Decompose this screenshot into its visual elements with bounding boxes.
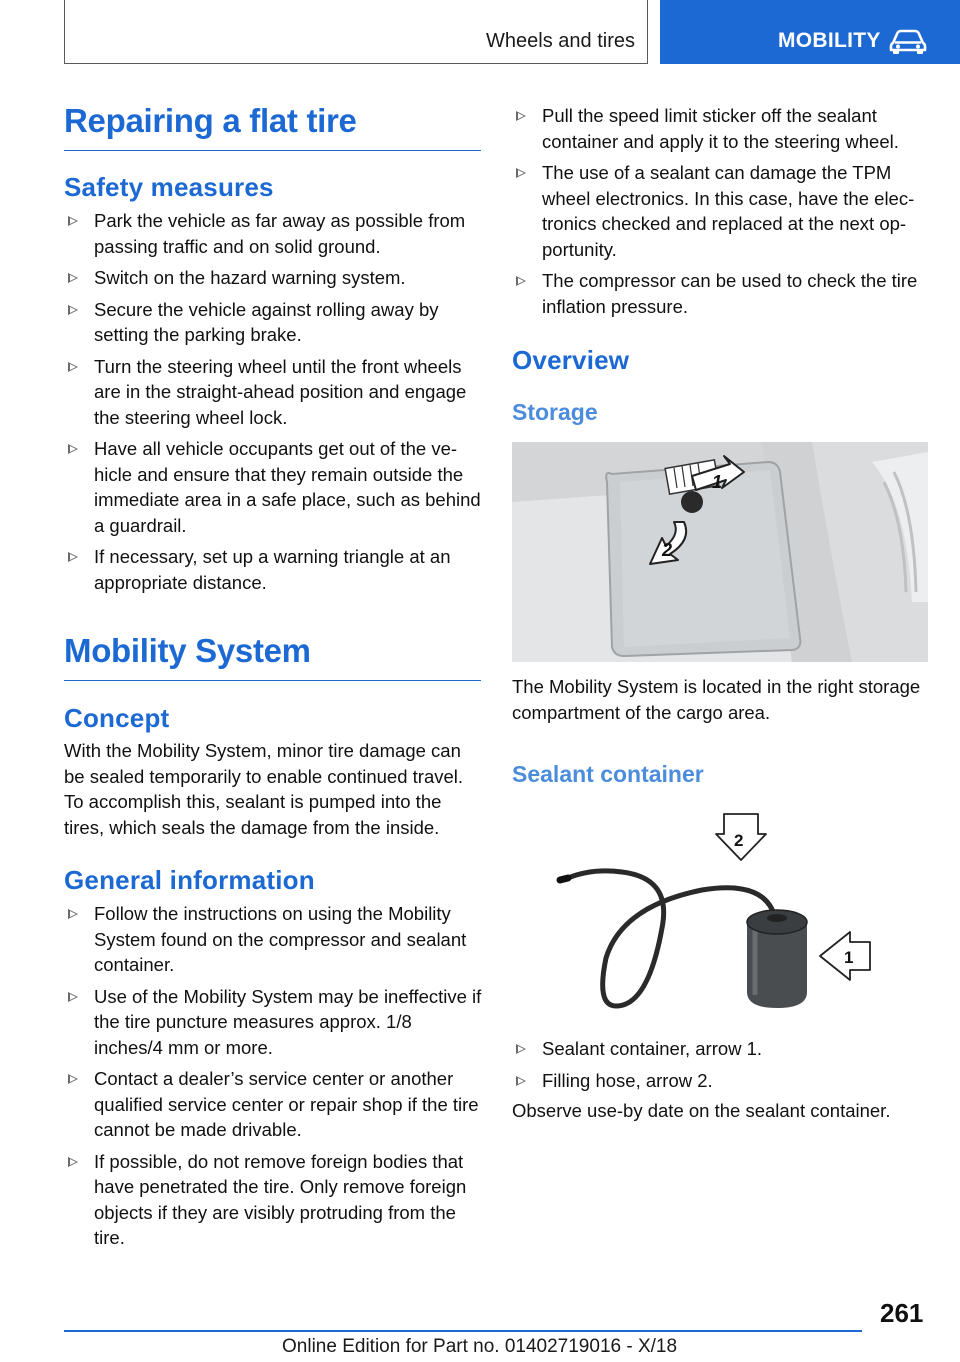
heading-sealant-container: Sealant container (512, 761, 704, 787)
chapter-tab[interactable] (660, 0, 960, 64)
storage-compartment-illustration (512, 442, 928, 662)
section-label: Wheels and tires (486, 30, 635, 52)
triangle-bullet-icon (516, 1076, 526, 1086)
list-item: If necessary, set up a warning triangle at an appropriate distance. (64, 544, 481, 595)
use-by-note: Observe use-by date on the sealant container. (512, 1100, 891, 1121)
triangle-bullet-icon (516, 168, 526, 178)
concept-text: With the Mobility System, minor tire damage can be sealed temporarily to enable continued travel. To accomplish this, sealant is pumped into the tires, which seals the damage from the inside. (64, 740, 464, 838)
callout-1: 1 (844, 948, 854, 967)
list-item: The compressor can be used to check the tire inflation pressure. (512, 268, 930, 319)
list-item: Turn the steering wheel until the front wheels are in the straight-ahead position and engage the steering wheel lock. (64, 354, 481, 431)
triangle-bullet-icon (68, 992, 78, 1002)
chapter-tab-label: MOBILITY (778, 29, 881, 52)
list-item: Secure the vehicle against rolling away by setting the parking brake. (64, 297, 481, 348)
triangle-bullet-icon (68, 305, 78, 315)
heading-overview: Overview (512, 345, 630, 375)
list-item: Have all vehicle occupants get out of the vehicle and ensure that they remain outside the immediate area in a safe place, such as behind a guardrail. (64, 436, 481, 538)
callout-2: 2 (734, 831, 744, 850)
list-item: If possible, do not remove foreign bodies that have penetrated the tire. Only remove foreign objects if they are visibly protruding from the tire. (64, 1149, 484, 1251)
triangle-bullet-icon (516, 276, 526, 286)
triangle-bullet-icon (516, 111, 526, 121)
list-item: Filling hose, arrow 2. (512, 1068, 930, 1094)
heading-general-information: General information (64, 865, 315, 895)
triangle-bullet-icon (68, 909, 78, 919)
title-mobility-system: Mobility System (64, 632, 481, 681)
sealant-usage-list (512, 103, 930, 325)
callout-2: 2 (662, 540, 673, 560)
triangle-bullet-icon (68, 273, 78, 283)
list-item: The use of a sealant can damage the TPM wheel electronics. In this case, have the electronics checked and replaced at the next opportunity. (512, 160, 930, 262)
callout-1: 1 (712, 472, 723, 492)
list-item: Park the vehicle as far away as possible from passing traffic and on solid ground. (64, 208, 481, 259)
triangle-bullet-icon (68, 444, 78, 454)
list-item: Sealant container, arrow 1. (512, 1036, 930, 1062)
page-number: 261 (880, 1298, 924, 1328)
header-section-box (64, 0, 648, 64)
title-repairing-flat-tire: Repairing a flat tire (64, 102, 481, 151)
list-item: Contact a dealer’s service center or another qualified service center or repair shop if the tire cannot be made drivable. (64, 1066, 484, 1143)
triangle-bullet-icon (68, 362, 78, 372)
triangle-bullet-icon (516, 1044, 526, 1054)
sealant-parts-list (512, 1036, 930, 1099)
triangle-bullet-icon (68, 1157, 78, 1167)
list-item: Pull the speed limit sticker off the sealant container and apply it to the steering wheel. (512, 103, 930, 154)
heading-concept: Concept (64, 703, 170, 733)
list-item: Follow the instructions on using the Mobility System found on the compressor and sealant container. (64, 901, 484, 978)
triangle-bullet-icon (68, 216, 78, 226)
heading-safety-measures: Safety measures (64, 172, 274, 202)
heading-storage: Storage (512, 399, 598, 425)
footer-divider (64, 1330, 862, 1332)
safety-list (64, 208, 481, 601)
list-item: Switch on the hazard warning system. (64, 265, 481, 291)
car-icon (889, 28, 927, 54)
triangle-bullet-icon (68, 552, 78, 562)
list-item: Use of the Mobility System may be ineffective if the tire puncture measures approx. 1/8 inches/4 mm or more. (64, 984, 484, 1061)
sealant-container-illustration (552, 810, 872, 1020)
edition-footer: Online Edition for Part no. 01402719016 - X/18 (282, 1336, 678, 1357)
storage-text: The Mobility System is located in the right storage compartment of the cargo area. (512, 676, 921, 723)
general-list (64, 901, 484, 1257)
triangle-bullet-icon (68, 1074, 78, 1084)
